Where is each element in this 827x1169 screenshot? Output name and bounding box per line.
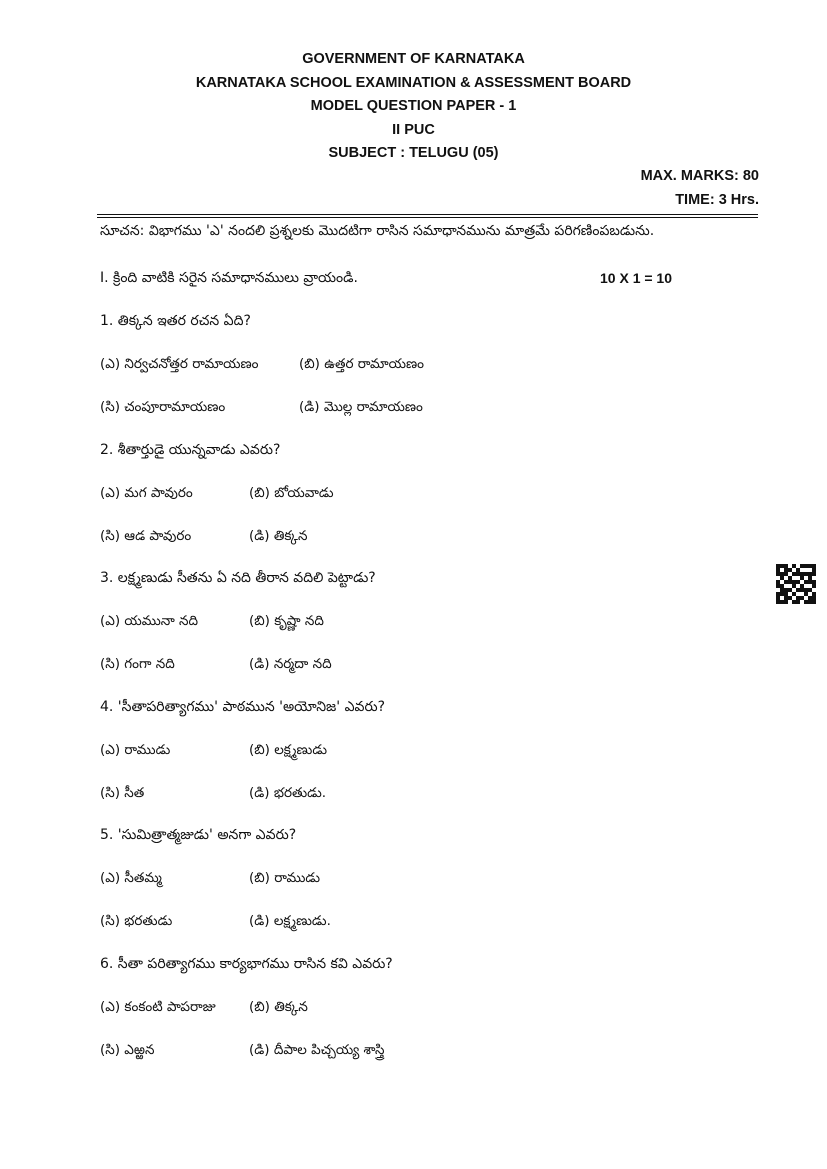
question-text: 6. సీతా పరిత్యాగము కార్యభాగము రాసిన కవి ఎవరు? <box>100 955 393 972</box>
section-marks: 10 X 1 = 10 <box>600 270 673 286</box>
paper-title: MODEL QUESTION PAPER - 1 <box>310 98 517 114</box>
question-item <box>100 567 720 696</box>
option-b: (బి) బోయవాడు <box>249 484 334 501</box>
divider-line <box>97 217 758 218</box>
option-c: (సి) భరతుడు <box>100 913 173 929</box>
time-allowed: TIME: 3 Hrs. <box>675 192 759 208</box>
option-d: (డి) తిక్కన <box>249 527 308 544</box>
option-a: (ఎ) సీతమ్మ <box>100 870 162 886</box>
max-marks: MAX. MARKS: 80 <box>640 168 759 184</box>
option-a: (ఎ) నిర్వచనోత్తర రామాయణం <box>100 356 259 372</box>
option-c: (సి) ఎఱ్ఱన <box>100 1041 155 1058</box>
question-item <box>100 696 720 825</box>
section-title: I. క్రింది వాటికి సరైన సమాధానములు వ్రాయండి. <box>100 270 358 286</box>
option-a: (ఎ) కంకంటి పాపరాజు <box>100 998 216 1015</box>
option-a: (ఎ) యమునా నది <box>100 613 199 629</box>
question-item <box>100 310 720 439</box>
question-list <box>100 310 720 1081</box>
class-title: II PUC <box>392 121 435 138</box>
option-d: (డి) నర్మదా నది <box>249 656 332 672</box>
question-text: 5. 'సుమిత్రాత్మజుడు' అనగా ఎవరు? <box>100 827 297 843</box>
question-item <box>100 824 720 953</box>
option-a: (ఎ) మగ పావురం <box>100 484 193 501</box>
question-text: 4. 'సీతాపరిత్యాగము' పాఠమున 'అయోనిజ' ఎవరు? <box>100 698 386 715</box>
question-item <box>100 953 720 1082</box>
government-title: GOVERNMENT OF KARNATAKA <box>302 51 525 67</box>
option-d: (డి) దీపాల పిచ్చయ్య శాస్త్రి <box>249 1041 385 1058</box>
question-item <box>100 439 720 568</box>
question-text: 3. లక్ష్మణుడు సీతను ఏ నది తీరాన వదిలి పెట్టాడు? <box>100 570 376 586</box>
option-b: (బి) రాముడు <box>249 870 321 886</box>
question-text: 2. శీతార్తుడై యున్నవాడు ఎవరు? <box>100 441 281 458</box>
option-d: (డి) మొల్ల రామాయణం <box>299 399 423 415</box>
option-b: (బి) లక్ష్మణుడు <box>249 741 328 758</box>
question-text: 1. తిక్కన ఇతర రచన ఏది? <box>100 313 251 329</box>
divider-line <box>97 214 758 215</box>
option-c: (సి) గంగా నది <box>100 656 175 672</box>
option-c: (సి) ఆడ పావురం <box>100 527 192 544</box>
option-b: (బి) కృష్ణా నది <box>249 613 324 629</box>
section-heading <box>100 267 680 289</box>
option-b: (బి) ఉత్తర రామాయణం <box>299 356 425 372</box>
option-c: (సి) సీత <box>100 784 145 801</box>
option-a: (ఎ) రాముడు <box>100 741 171 758</box>
instruction-note: సూచన: విభాగము 'ఎ' నందలి ప్రశ్నలకు మొదటిగా రాసిన సమాధానమును మాత్రమే పరిగణింపబడును. <box>100 223 655 239</box>
option-d: (డి) లక్ష్మణుడు. <box>249 913 331 929</box>
qr-code-icon <box>776 564 816 604</box>
option-b: (బి) తిక్కన <box>249 998 308 1015</box>
document-header <box>0 48 827 166</box>
option-c: (సి) చంపూరామాయణం <box>100 399 226 415</box>
board-title: KARNATAKA SCHOOL EXAMINATION & ASSESSMENT BOARD <box>195 74 632 91</box>
subject-title: SUBJECT : TELUGU (05) <box>328 145 499 161</box>
marks-block <box>641 164 759 212</box>
option-d: (డి) భరతుడు. <box>249 784 327 801</box>
